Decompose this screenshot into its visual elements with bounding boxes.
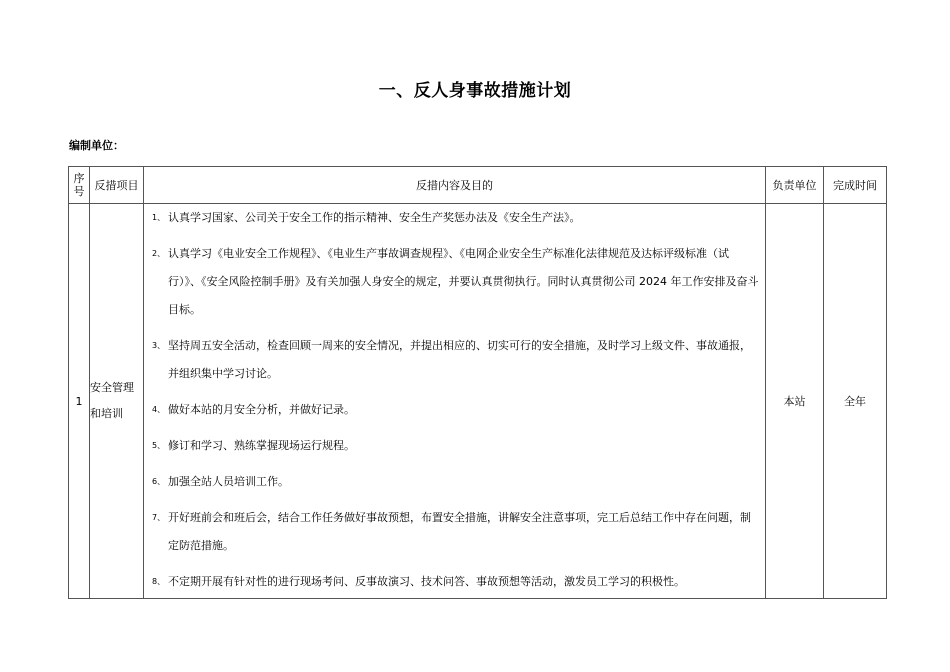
- list-item: [148, 204, 761, 232]
- item-number: 7、: [152, 513, 166, 522]
- list-item: [148, 332, 761, 388]
- item-number: 1、: [152, 213, 166, 222]
- list-item: [148, 396, 761, 424]
- item-text: 坚持周五安全活动，检查回顾一周来的安全情况，并提出相应的、切实可行的安全措施，及时学习上级文件、事故通报，并组织集中学习讨论。: [168, 339, 751, 380]
- item-text: 认真学习《电业安全工作规程》、《电业生产事故调查规程》、《电网企业安全生产标准化法律规范及达标评级标准（试行）》、《安全风险控制手册》及有关加强人身安全的规定，并要认真贯彻执行。同时认真贯彻公司 2024 年工作安排及奋斗目标。: [168, 247, 759, 316]
- list-item: [148, 504, 761, 560]
- list-item: [148, 568, 761, 596]
- item-text: 不定期开展有针对性的进行现场考问、反事故演习、技术问答、事故预想等活动，激发员工学习的积极性。: [168, 575, 685, 588]
- row-no: 1: [69, 204, 90, 599]
- item-number: 6、: [152, 477, 166, 486]
- item-text: 修订和学习、熟练掌握现场运行规程。: [168, 439, 355, 452]
- item-number: 4、: [152, 405, 166, 414]
- measures-table: [68, 166, 887, 599]
- item-number: 5、: [152, 441, 166, 450]
- row-project: 安全管理和培训: [90, 204, 144, 599]
- item-text: 加强全站人员培训工作。: [168, 475, 289, 488]
- table-header-row: [69, 167, 887, 204]
- list-item: [148, 468, 761, 496]
- item-text: 开好班前会和班后会，结合工作任务做好事故预想，布置安全措施，讲解安全注意事项，完工后总结工作中存在问题，制定防范措施。: [168, 511, 751, 552]
- header-dept: 负责单位: [766, 167, 824, 204]
- compiling-unit-label: 编制单位：: [69, 139, 124, 152]
- list-item: [148, 432, 761, 460]
- header-project: 反措项目: [90, 167, 144, 204]
- list-item: [148, 240, 761, 324]
- item-number: 2、: [152, 249, 166, 258]
- table-row: [69, 204, 887, 599]
- item-number: 8、: [152, 577, 166, 586]
- header-time: 完成时间: [824, 167, 887, 204]
- header-content: 反措内容及目的: [144, 167, 766, 204]
- row-content: [144, 204, 766, 599]
- item-number: 3、: [152, 341, 166, 350]
- row-dept: 本站: [766, 204, 824, 599]
- row-time: 全年: [824, 204, 887, 599]
- item-text: 做好本站的月安全分析，并做好记录。: [168, 403, 355, 416]
- item-text: 认真学习国家、公司关于安全工作的指示精神、安全生产奖惩办法及《安全生产法》。: [168, 211, 581, 224]
- measure-list: [144, 204, 765, 596]
- page-title: 一、反人身事故措施计划: [378, 81, 572, 101]
- header-no: 序号: [69, 167, 90, 204]
